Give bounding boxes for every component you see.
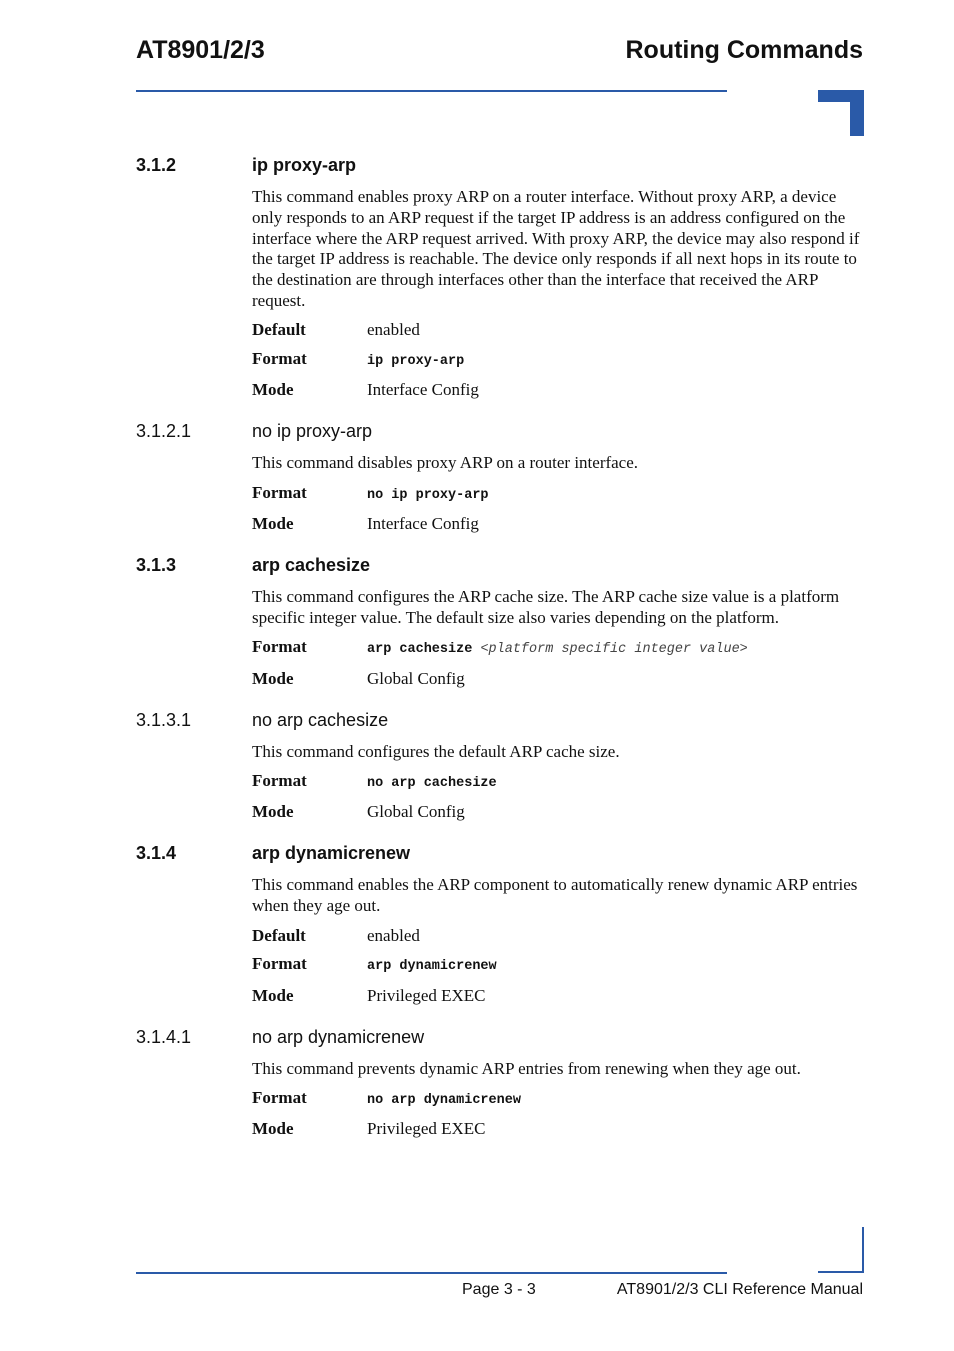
mode-row [252,669,864,689]
format-label: Format [252,637,307,657]
section-title: ip proxy-arp [252,155,357,175]
section-description: This command enables proxy ARP on a router interface. Without proxy ARP, a device only responds to an ARP request if the target IP address is an address configured on the interface where the ARP request arrived. With proxy ARP, the device may also respond if the target IP address is reachable. The device only responds if all next hops in its route to the destination are through interfaces other than the interface that received the ARP request. [252,187,860,310]
mode-label: Mode [252,668,294,688]
format-command: no ip proxy-arp [367,487,489,503]
section-number: 3.1.3 [136,555,177,576]
default-value: enabled [367,925,420,945]
format-row [252,483,864,506]
section-description: This command enables the ARP component to automatically renew dynamic ARP entries when they age out. [252,875,858,916]
subsection-heading [136,1025,864,1049]
section-title: arp cachesize [252,555,371,576]
default-label: Default [252,925,306,945]
format-row [252,1088,864,1111]
default-label: Default [252,320,306,340]
mode-value: Privileged EXEC [367,985,486,1005]
section-number: 3.1.3.1 [136,709,192,730]
subsection-heading [136,708,864,732]
section-description: This command disables proxy ARP on a router interface. [252,453,639,473]
subsection-heading [136,419,864,443]
mode-row [252,1119,864,1139]
format-label: Format [252,482,307,502]
format-command: no arp cachesize [367,775,497,791]
footer-rule [136,1272,727,1274]
section-number: 3.1.4.1 [136,1026,192,1047]
format-label: Format [252,1087,307,1107]
section-no-ip-proxy-arp [136,419,864,534]
mode-value: Interface Config [367,380,479,400]
section-title: no arp cachesize [252,709,389,730]
footer-corner-mark [818,1271,864,1273]
header-rule [136,90,727,92]
section-title: no ip proxy-arp [252,421,373,442]
format-row [252,349,864,372]
chapter-title: Routing Commands [625,36,863,64]
format-label: Format [252,348,307,368]
mode-label: Mode [252,380,294,400]
mode-value: Global Config [367,802,465,822]
default-value: enabled [367,320,420,340]
format-command [367,640,748,660]
mode-label: Mode [252,985,294,1005]
section-heading [136,153,864,177]
default-row [252,320,864,340]
format-label: Format [252,770,307,790]
format-command-text: arp cachesize [367,642,473,658]
section-title: no arp dynamicrenew [252,1026,425,1047]
page-number: Page 3 - 3 [462,1281,536,1298]
mode-value: Interface Config [367,514,479,534]
default-row [252,926,864,946]
section-title: arp dynamicrenew [252,843,411,864]
section-number: 3.1.2 [136,155,177,175]
format-row [252,637,864,660]
section-arp-dynamicrenew [136,841,864,1005]
mode-label: Mode [252,514,294,534]
mode-label: Mode [252,1119,294,1139]
format-command: arp dynamicrenew [367,959,497,975]
section-arp-cachesize [136,553,864,689]
section-number: 3.1.2.1 [136,421,192,442]
mode-row [252,986,864,1006]
mode-row [252,802,864,822]
format-row [252,954,864,977]
section-heading [136,841,864,865]
mode-label: Mode [252,802,294,822]
format-command: no arp dynamicrenew [367,1092,521,1108]
footer-corner-mark-vertical [862,1227,864,1273]
page-content [136,153,864,1139]
section-no-arp-cachesize [136,708,864,823]
mode-value: Privileged EXEC [367,1119,486,1139]
document-product-title: AT8901/2/3 [136,36,265,64]
format-argument: <platform specific integer value> [480,642,748,658]
mode-row [252,514,864,534]
mode-row [252,380,864,400]
format-label: Format [252,954,307,974]
section-description: This command configures the ARP cache size. The ARP cache size value is a platform specific integer value. The default size also varies depending on the platform. [252,587,840,627]
section-ip-proxy-arp [136,153,864,400]
header-corner-mark-vertical [850,90,864,136]
section-no-arp-dynamicrenew [136,1025,864,1140]
section-number: 3.1.4 [136,843,177,864]
section-description: This command configures the default ARP cache size. [252,741,620,761]
section-description: This command prevents dynamic ARP entries from renewing when they age out. [252,1058,801,1078]
mode-value: Global Config [367,668,465,688]
section-heading [136,553,864,577]
manual-title: AT8901/2/3 CLI Reference Manual [616,1281,863,1298]
format-command: ip proxy-arp [367,353,465,369]
format-row [252,771,864,794]
